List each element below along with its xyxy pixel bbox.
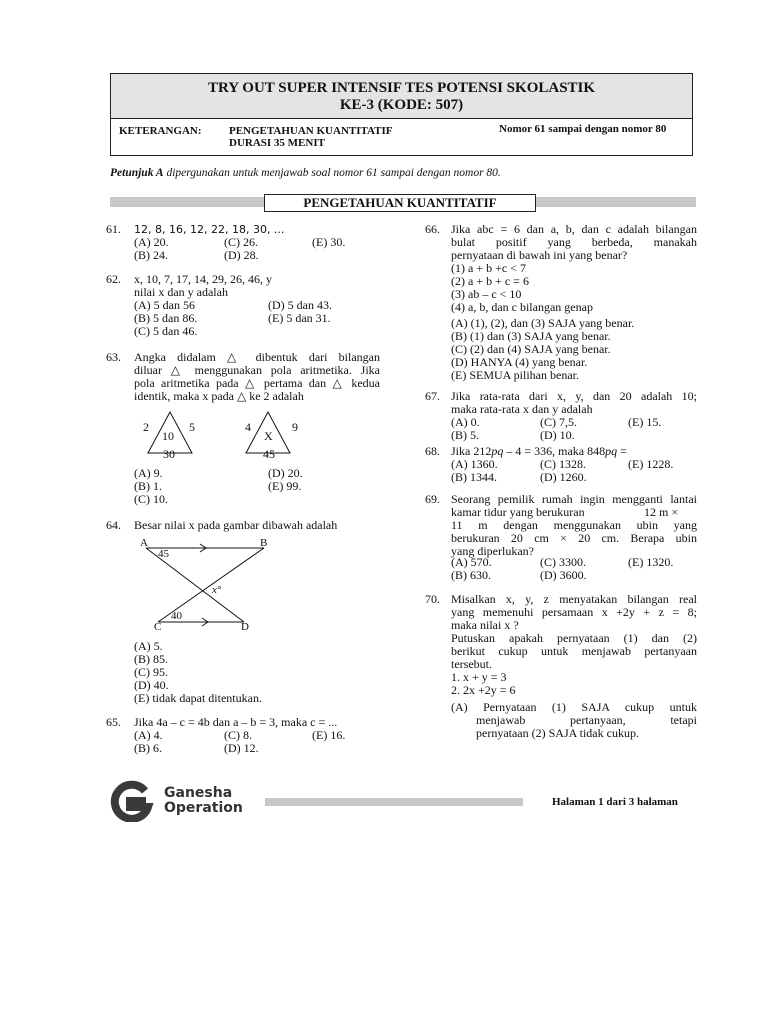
question-stem-line-1: Jika rata-rata dari x, y, dan 20 adalah 10; <box>451 389 697 403</box>
point-b-label: B <box>260 537 268 549</box>
section-title: PENGETAHUAN KUANTITATIF <box>264 194 536 212</box>
option-d[interactable]: (D) 20. <box>268 466 303 480</box>
question-number: 64. <box>106 518 121 532</box>
question-stem-line-5: yang diperlukan? <box>451 544 534 558</box>
question-stem-line-2b: 12 m × <box>644 505 679 519</box>
stem-part-1: Jika 212 <box>451 444 492 458</box>
option-c[interactable]: (C) 5 dan 46. <box>134 324 198 338</box>
option-a[interactable]: (A) 20. <box>134 235 169 249</box>
question-stem-line-2: yang memenuhi persamaan x +2y + z = 8; <box>451 605 697 619</box>
footer-bar <box>265 798 523 806</box>
question-number: 63. <box>106 350 121 364</box>
option-e[interactable]: (E) tidak dapat ditentukan. <box>134 691 262 705</box>
statement-1: 1. x + y = 3 <box>451 670 507 684</box>
triangle-2-bottom-value: 45 <box>263 447 275 461</box>
option-b[interactable]: (B) 6. <box>134 741 162 755</box>
question-stem-line-3: maka nilai x ? <box>451 618 519 632</box>
question-number: 62. <box>106 272 121 286</box>
question-stem-line-1: Jika abc = 6 dan a, b, dan c adalah bilangan <box>451 222 697 236</box>
option-a[interactable]: (A) 4. <box>134 728 163 742</box>
stem-var-1: pq <box>491 444 504 458</box>
keterangan-subject: PENGETAHUAN KUANTITATIF <box>229 125 393 137</box>
option-e[interactable]: (E) SEMUA pilihan benar. <box>451 368 579 382</box>
instruction-text: dipergunakan untuk menjawab soal nomor 61 sampai dengan nomor 80. <box>163 167 501 179</box>
ganesha-logo-icon <box>108 780 158 822</box>
option-a[interactable]: (A) Pernyataan (1) SAJA cukup untuk <box>451 700 697 714</box>
question-number: 65. <box>106 715 121 729</box>
option-e[interactable]: (E) 5 dan 31. <box>268 311 331 325</box>
question-stem-line-1: Misalkan x, y, z menyatakan bilangan real <box>451 592 697 606</box>
option-b[interactable]: (B) 1. <box>134 479 162 493</box>
angle-x-label: x° <box>212 584 222 596</box>
statement-4: (4) a, b, dan c bilangan genap <box>451 300 593 314</box>
option-a[interactable]: (A) 9. <box>134 466 163 480</box>
option-d[interactable]: (D) 3600. <box>540 568 587 582</box>
option-a-line-3: pernyataan (2) SAJA tidak cukup. <box>476 726 639 740</box>
option-c[interactable]: (C) 95. <box>134 665 168 679</box>
statement-2: 2. 2x +2y = 6 <box>451 683 516 697</box>
triangle-1-left-value: 2 <box>143 420 149 434</box>
point-c-label: C <box>154 621 162 633</box>
question-stem-line-2: maka rata-rata x dan y adalah <box>451 402 593 416</box>
point-d-label: D <box>241 621 249 633</box>
option-a[interactable]: (A) 5 dan 56 <box>134 298 195 312</box>
page-title: TRY OUT SUPER INTENSIF TES POTENSI SKOLASTIK <box>207 80 596 96</box>
option-d[interactable]: (D) 1260. <box>540 470 587 484</box>
stem-part-3: = <box>617 444 627 458</box>
question-stem-line-2a: kamar tidur yang berukuran <box>451 505 585 519</box>
triangle-1-bottom-value: 30 <box>163 447 175 461</box>
point-a-label: A <box>140 537 148 549</box>
keterangan-label: KETERANGAN: <box>119 125 202 137</box>
question-number: 67. <box>425 389 440 403</box>
option-c[interactable]: (C) 7,5. <box>540 415 577 429</box>
question-stem-line-5: berikut cukup untuk menjawab pertanyaan <box>451 644 697 658</box>
option-d[interactable]: (D) 10. <box>540 428 575 442</box>
option-b[interactable]: (B) 5. <box>451 428 479 442</box>
header-title-area <box>111 74 692 119</box>
question-number: 68. <box>425 444 440 458</box>
question-stem-2: nilai x dan y adalah <box>134 285 228 299</box>
stem-var-2: pq <box>605 444 618 458</box>
angle-40-label: 40 <box>171 610 182 622</box>
option-e[interactable]: (E) 1320. <box>628 555 674 569</box>
option-e[interactable]: (E) 1228. <box>628 457 674 471</box>
option-a[interactable]: (A) 570. <box>451 555 492 569</box>
question-number: 70. <box>425 592 440 606</box>
option-e[interactable]: (E) 99. <box>268 479 302 493</box>
option-c[interactable]: (C) (2) dan (4) SAJA yang benar. <box>451 342 611 356</box>
option-d[interactable]: (D) 40. <box>134 678 169 692</box>
question-stem-line-3: pola aritmetika pada △ pertama dan △ kedua <box>134 376 380 390</box>
question-stem: 12, 8, 16, 12, 22, 18, 30, ... <box>134 223 285 236</box>
question-stem-line-6: tersebut. <box>451 657 492 671</box>
option-e[interactable]: (E) 16. <box>312 728 346 742</box>
question-stem: Jika 4a – c = 4b dan a – b = 3, maka c = ... <box>134 715 338 729</box>
triangle-2-inner-value: X <box>264 429 273 443</box>
option-b[interactable]: (B) 24. <box>134 248 168 262</box>
question-stem-line-4: berukuran 20 cm × 20 cm. Berapa ubin <box>451 531 697 545</box>
question-stem: x, 10, 7, 17, 14, 29, 26, 46, y <box>134 272 272 286</box>
section-bar-right <box>536 197 696 207</box>
option-e[interactable]: (E) 15. <box>628 415 662 429</box>
option-c[interactable]: (C) 1328. <box>540 457 586 471</box>
brand-name-line-1: Ganesha <box>164 785 233 801</box>
triangle-2-right-value: 9 <box>292 420 298 434</box>
option-e[interactable]: (E) 30. <box>312 235 346 249</box>
question-stem-line-3: 11 m dengan menggunakan ubin yang <box>451 518 697 532</box>
triangle-2-left-value: 4 <box>245 420 251 434</box>
option-c[interactable]: (C) 3300. <box>540 555 586 569</box>
option-d[interactable]: (D) 28. <box>224 248 259 262</box>
question-stem-line-2: diluar △ menggunakan pola aritmetika. Jika <box>134 363 380 377</box>
option-d[interactable]: (D) 12. <box>224 741 259 755</box>
stem-part-2: – 4 = 336, maka 848 <box>503 444 606 458</box>
question-stem-line-4: identik, maka x pada △ ke 2 adalah <box>134 389 304 403</box>
option-c[interactable]: (C) 8. <box>224 728 252 742</box>
option-d[interactable]: (D) 5 dan 43. <box>268 298 332 312</box>
statement-1: (1) a + b +c < 7 <box>451 261 526 275</box>
option-a-line-2: menjawab pertanyaan, tetapi <box>476 713 697 727</box>
question-stem-line-3: pernyataan di bawah ini yang benar? <box>451 248 628 262</box>
option-a[interactable]: (A) 0. <box>451 415 480 429</box>
option-a[interactable]: (A) (1), (2), dan (3) SAJA yang benar. <box>451 316 635 330</box>
option-b[interactable]: (B) 85. <box>134 652 168 666</box>
option-d[interactable]: (D) HANYA (4) yang benar. <box>451 355 588 369</box>
header-box <box>110 73 693 156</box>
option-b[interactable]: (B) (1) dan (3) SAJA yang benar. <box>451 329 611 343</box>
question-stem-line-2: bulat positif yang berbeda, manakah <box>451 235 697 249</box>
option-b[interactable]: (B) 5 dan 86. <box>134 311 198 325</box>
question-stem-line-4: Putuskan apakah pernyataan (1) dan (2) <box>451 631 697 645</box>
option-c[interactable]: (C) 26. <box>224 235 258 249</box>
option-b[interactable]: (B) 1344. <box>451 470 497 484</box>
option-c[interactable]: (C) 10. <box>134 492 168 506</box>
question-range-note: Nomor 61 sampai dengan nomor 80 <box>499 123 667 135</box>
section-bar-left <box>110 197 264 207</box>
option-b[interactable]: (B) 630. <box>451 568 491 582</box>
triangle-1-inner-value: 10 <box>162 429 174 443</box>
statement-3: (3) ab – c < 10 <box>451 287 522 301</box>
question-stem-line-1: Seorang pemilik rumah ingin mengganti lantai <box>451 492 697 506</box>
page-subtitle: KE-3 (KODE: 507) <box>339 97 464 113</box>
question-stem: Besar nilai x pada gambar dibawah adalah <box>134 518 338 532</box>
page-number: Halaman 1 dari 3 halaman <box>552 796 678 808</box>
keterangan-duration: DURASI 35 MENIT <box>229 137 325 149</box>
instruction-label: Petunjuk A <box>110 167 164 179</box>
question-number: 66. <box>425 222 440 236</box>
brand-name-line-2: Operation <box>164 800 243 816</box>
angle-45-label: 45 <box>158 548 169 560</box>
question-number: 69. <box>425 492 440 506</box>
option-a[interactable]: (A) 1360. <box>451 457 498 471</box>
statement-2: (2) a + b + c = 6 <box>451 274 529 288</box>
question-number: 61. <box>106 222 121 236</box>
question-stem-line-1: Angka didalam △ dibentuk dari bilangan <box>134 350 380 364</box>
triangle-1-right-value: 5 <box>189 420 195 434</box>
option-a[interactable]: (A) 5. <box>134 639 163 653</box>
instruction <box>110 167 501 180</box>
